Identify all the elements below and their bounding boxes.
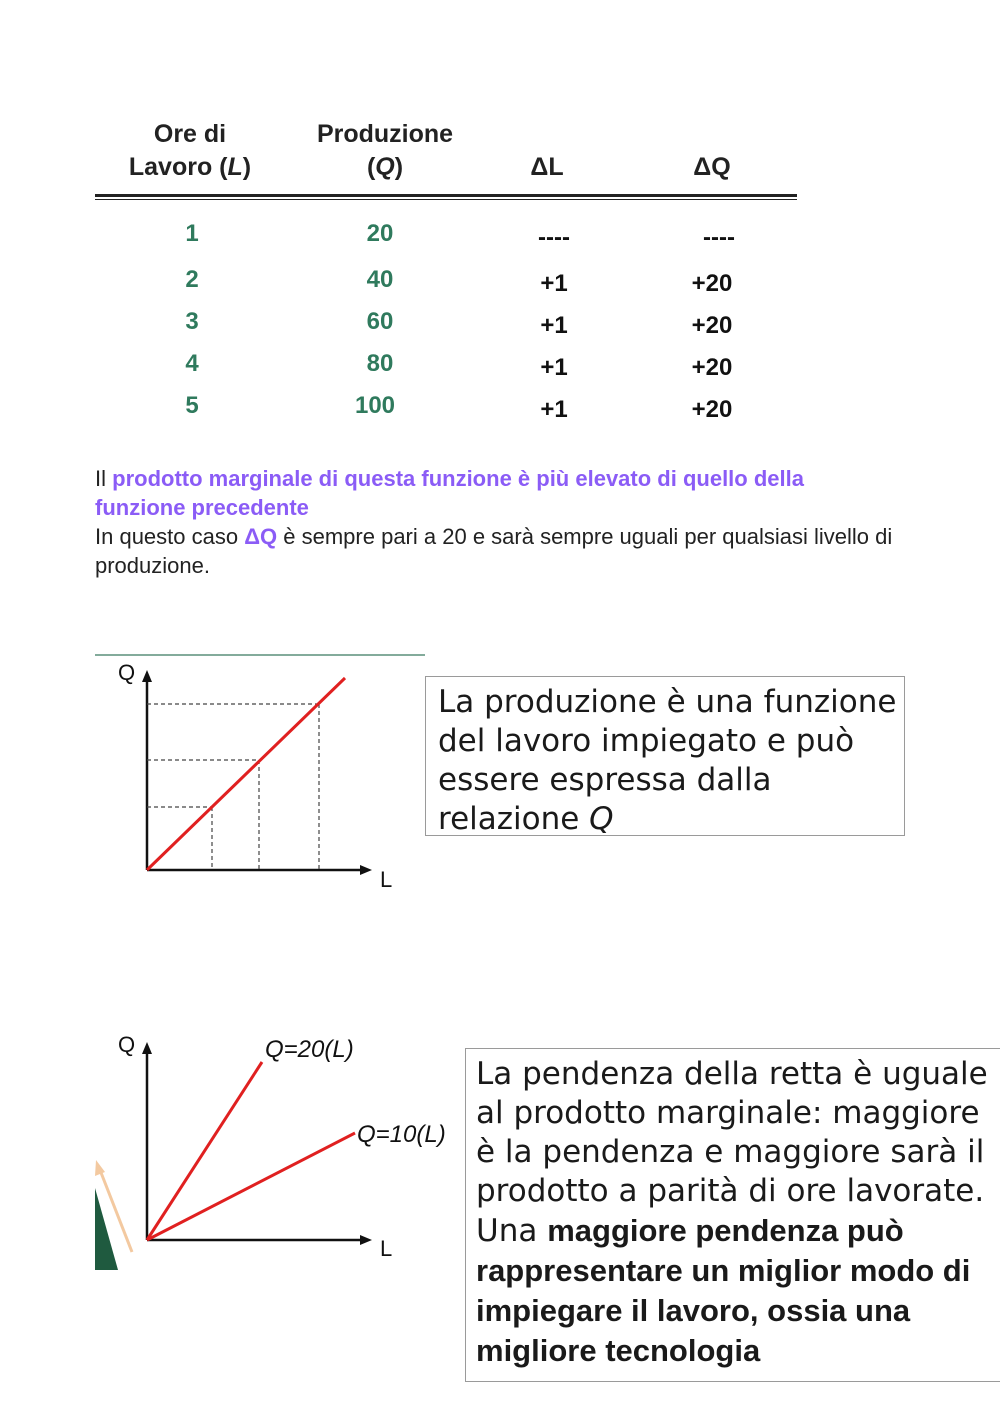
cell-l: 4 (185, 350, 199, 377)
production-line (147, 678, 345, 870)
para-delta-q: ΔQ (244, 524, 278, 549)
shallow-line (147, 1133, 355, 1240)
cell-q: 100 (354, 392, 396, 419)
header-rule-thin (95, 199, 797, 200)
decorative-orange-arrowhead (95, 1160, 105, 1176)
header-prod-close: ) (394, 153, 404, 181)
y-axis-arrow (142, 1042, 152, 1054)
header-ore-line2-text: Lavoro ( (128, 153, 228, 181)
header-ore-var: L (227, 153, 243, 181)
cell-q: 40 (366, 266, 394, 293)
graph1-y-label: Q (118, 660, 136, 685)
cell-q: 20 (366, 220, 394, 247)
para-line2-b: è sempre pari a 20 e sarà sempre uguali per qualsiasi livello di produzione. (95, 524, 893, 578)
cell-q: 60 (366, 308, 394, 335)
graph1-x-label: L (380, 867, 393, 892)
box1-var: Q (589, 801, 614, 837)
x-axis-arrow (360, 1235, 372, 1245)
box2-text: La pendenza della retta è uguale al prodotto marginale: maggiore è la pendenza e maggiore sarà il prodotto a parità di ore lavorate. Una (476, 1056, 988, 1249)
header-prod-line1: Produzione (316, 120, 454, 148)
header-rule-thick (95, 194, 797, 197)
header-ore-line2 (105, 151, 275, 184)
header-prod-var: Q (375, 153, 395, 181)
cell-dq: ---- (703, 224, 735, 251)
cell-dq: +20 (691, 270, 733, 297)
header-delta-l: ΔL (530, 153, 564, 181)
para-lead: Il (95, 466, 113, 491)
para-highlight: prodotto marginale di questa funzione è più elevato di quello della funzione precedente (95, 466, 804, 520)
y-axis-arrow (142, 670, 152, 682)
cell-dl: ---- (538, 224, 570, 251)
label-shallow-line: Q=10(L) (357, 1121, 446, 1148)
production-function-box (425, 676, 905, 836)
box1-text: La produzione è una funzione del lavoro impiegato e può essere espressa dalla relazione (438, 684, 897, 837)
graph-two-slopes (0, 1020, 465, 1280)
label-steep-line: Q=20(L) (265, 1036, 354, 1063)
header-ore-close: ) (242, 153, 252, 181)
graph-linear-production (0, 640, 430, 900)
cell-dl: +1 (540, 312, 568, 339)
cell-dq: +20 (691, 312, 733, 339)
cell-dq: +20 (691, 354, 733, 381)
header-ore-lavoro (105, 118, 275, 184)
cell-dl: +1 (540, 396, 568, 423)
cell-l: 2 (185, 266, 199, 293)
para-line2-a: In questo caso (95, 524, 245, 549)
cell-l: 1 (185, 220, 199, 247)
cell-dl: +1 (540, 270, 568, 297)
box2-bold-text: maggiore pendenza può rappresentare un miglior modo di impiegare il lavoro, ossia una migliore tecnologia (476, 1213, 971, 1368)
header-delta-q: ΔQ (693, 153, 731, 181)
cell-l: 5 (185, 392, 199, 419)
cell-q: 80 (366, 350, 394, 377)
header-ore-line1: Ore di (153, 120, 227, 148)
graph2-y-label: Q (118, 1032, 136, 1057)
graph2-x-label: L (380, 1236, 393, 1261)
decorative-green-shape (95, 1188, 118, 1270)
cell-l: 3 (185, 308, 199, 335)
slope-explanation-box (465, 1048, 1000, 1382)
steep-line (147, 1062, 262, 1240)
header-prod-line2 (295, 151, 475, 184)
x-axis-arrow (360, 865, 372, 875)
cell-dq: +20 (691, 396, 733, 423)
explanation-paragraph (95, 464, 895, 580)
cell-dl: +1 (540, 354, 568, 381)
header-produzione (295, 118, 475, 184)
header-prod-open: ( (366, 153, 376, 181)
